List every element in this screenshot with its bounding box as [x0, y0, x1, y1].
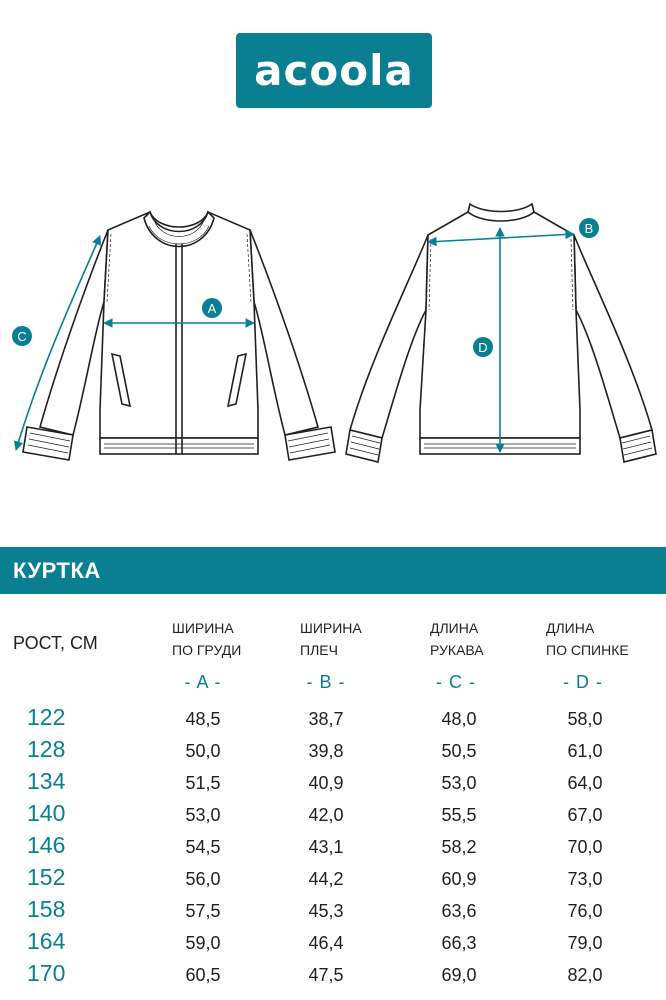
value-cell: 48,0 [441, 709, 477, 729]
table-row [0, 832, 666, 864]
col-header-shoulders [300, 617, 362, 661]
table-row [0, 800, 666, 832]
label-d [473, 337, 493, 357]
value-cell: 63,6 [441, 901, 477, 921]
value-cell: 42,0 [308, 805, 344, 825]
size-cell: 152 [27, 864, 66, 890]
value-cell: 55,5 [441, 805, 477, 825]
label-a [202, 298, 222, 318]
size-cell: 170 [27, 960, 66, 986]
col-header-chest [172, 617, 241, 661]
col-header-line1: ШИРИНА [172, 620, 234, 636]
size-cell: 122 [27, 704, 66, 730]
col-header-line1: ШИРИНА [300, 620, 362, 636]
size-cell: 164 [27, 928, 66, 954]
value-cell: 45,3 [308, 901, 344, 921]
value-cell: 57,5 [185, 901, 221, 921]
value-cell: 51,5 [185, 773, 221, 793]
table-row [0, 736, 666, 768]
table-row [0, 768, 666, 800]
value-cell: 58,0 [567, 709, 603, 729]
row-header: РОСТ, СМ [13, 633, 98, 653]
value-cell: 48,5 [185, 709, 221, 729]
value-cell: 69,0 [441, 965, 477, 985]
label-b [579, 218, 599, 238]
value-cell: 67,0 [567, 805, 603, 825]
col-code-b: - B - [306, 672, 346, 692]
jacket-diagram [0, 190, 666, 480]
col-code-a: - A - [184, 672, 222, 692]
value-cell: 64,0 [567, 773, 603, 793]
value-cell: 60,5 [185, 965, 221, 985]
value-cell: 59,0 [185, 933, 221, 953]
value-cell: 53,0 [185, 805, 221, 825]
col-header-line2: ПО ГРУДИ [172, 642, 242, 658]
table-row [0, 896, 666, 928]
value-cell: 66,3 [441, 933, 477, 953]
size-cell: 146 [27, 832, 66, 858]
table-row [0, 928, 666, 960]
size-cell: 140 [27, 800, 66, 826]
svg-text:D: D [478, 340, 488, 355]
value-cell: 38,7 [308, 709, 344, 729]
value-cell: 79,0 [567, 933, 603, 953]
col-header-line2: ПО СПИНКЕ [546, 642, 629, 658]
brand-logo-text: acoola [254, 45, 414, 95]
table-row [0, 864, 666, 896]
col-header-back [546, 617, 629, 661]
value-cell: 76,0 [567, 901, 603, 921]
value-cell: 60,9 [441, 869, 477, 889]
product-banner [0, 547, 666, 594]
value-cell: 47,5 [308, 965, 344, 985]
value-cell: 61,0 [567, 741, 603, 761]
col-code-d: - D - [563, 672, 603, 692]
value-cell: 50,0 [185, 741, 221, 761]
value-cell: 53,0 [441, 773, 477, 793]
svg-text:A: A [207, 301, 217, 316]
col-header-line2: ПЛЕЧ [300, 642, 338, 658]
value-cell: 50,5 [441, 741, 477, 761]
value-cell: 46,4 [308, 933, 344, 953]
size-cell: 134 [27, 768, 66, 794]
table-row [0, 704, 666, 736]
value-cell: 70,0 [567, 837, 603, 857]
jacket-front [23, 212, 335, 460]
value-cell: 43,1 [308, 837, 344, 857]
col-header-line1: ДЛИНА [430, 620, 479, 636]
value-cell: 56,0 [185, 869, 221, 889]
product-title: КУРТКА [13, 558, 101, 583]
size-cell: 158 [27, 896, 66, 922]
col-code-c: - C - [436, 672, 476, 692]
size-cell: 128 [27, 736, 66, 762]
value-cell: 40,9 [308, 773, 344, 793]
value-cell: 58,2 [441, 837, 477, 857]
value-cell: 44,2 [308, 869, 344, 889]
col-header-line2: РУКАВА [430, 642, 484, 658]
brand-logo [236, 33, 432, 108]
label-c [12, 326, 32, 346]
col-header-sleeve [430, 617, 484, 661]
table-row [0, 960, 666, 992]
jacket-back [346, 204, 656, 462]
col-header-line1: ДЛИНА [546, 620, 595, 636]
value-cell: 39,8 [308, 741, 344, 761]
value-cell: 54,5 [185, 837, 221, 857]
svg-text:B: B [584, 221, 594, 236]
svg-text:C: C [17, 329, 27, 344]
value-cell: 82,0 [567, 965, 603, 985]
value-cell: 73,0 [567, 869, 603, 889]
